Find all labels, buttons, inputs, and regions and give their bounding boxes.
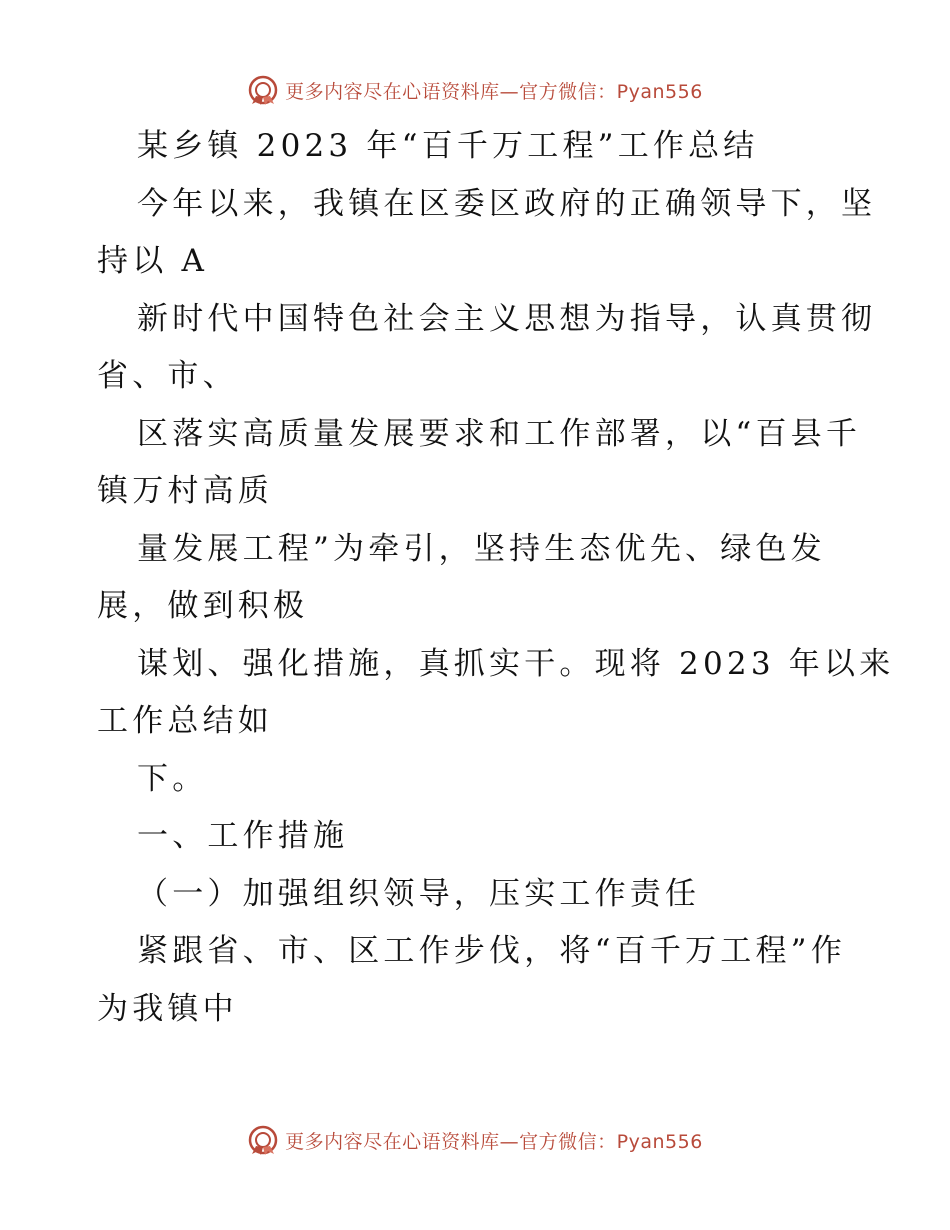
paragraph-line: 为我镇中	[97, 990, 238, 1027]
section-heading: 一、工作措施	[137, 818, 349, 854]
ribbon-seal-icon	[247, 1124, 279, 1156]
paragraph-line: 工作总结如	[97, 703, 273, 739]
paragraph-line: 区落实高质量发展要求和工作部署，以“百县千	[137, 415, 862, 452]
subsection-heading: （一）加强组织领导，压实工作责任	[137, 875, 701, 912]
header-watermark	[0, 70, 950, 110]
paragraph-line: 新时代中国特色社会主义思想为指导，认真贯彻	[137, 300, 877, 337]
document-body	[97, 118, 895, 1038]
footer-watermark	[0, 1120, 950, 1160]
ribbon-seal-icon	[247, 74, 279, 106]
paragraph-line: 展，做到积极	[97, 588, 309, 624]
paragraph-line: 今年以来，我镇在区委区政府的正确领导下，坚	[137, 185, 877, 222]
paragraph-line: 持以 A	[97, 243, 209, 279]
footer-watermark-text: 更多内容尽在心语资料库—官方微信：Pyan556	[285, 1130, 703, 1153]
document-title: 某乡镇 2023 年“百千万工程”工作总结	[137, 128, 759, 164]
paragraph-line: 下。	[137, 760, 208, 797]
paragraph-line: 谋划、强化措施，真抓实干。现将 2023 年以来	[137, 645, 895, 682]
paragraph-line: 镇万村高质	[97, 473, 273, 509]
paragraph-line: 省、市、	[97, 358, 238, 394]
paragraph-line: 量发展工程”为牵引，坚持生态优先、绿色发	[137, 530, 826, 567]
header-watermark-text: 更多内容尽在心语资料库—官方微信：Pyan556	[285, 80, 703, 103]
paragraph-line: 紧跟省、市、区工作步伐，将“百千万工程”作	[137, 933, 846, 969]
